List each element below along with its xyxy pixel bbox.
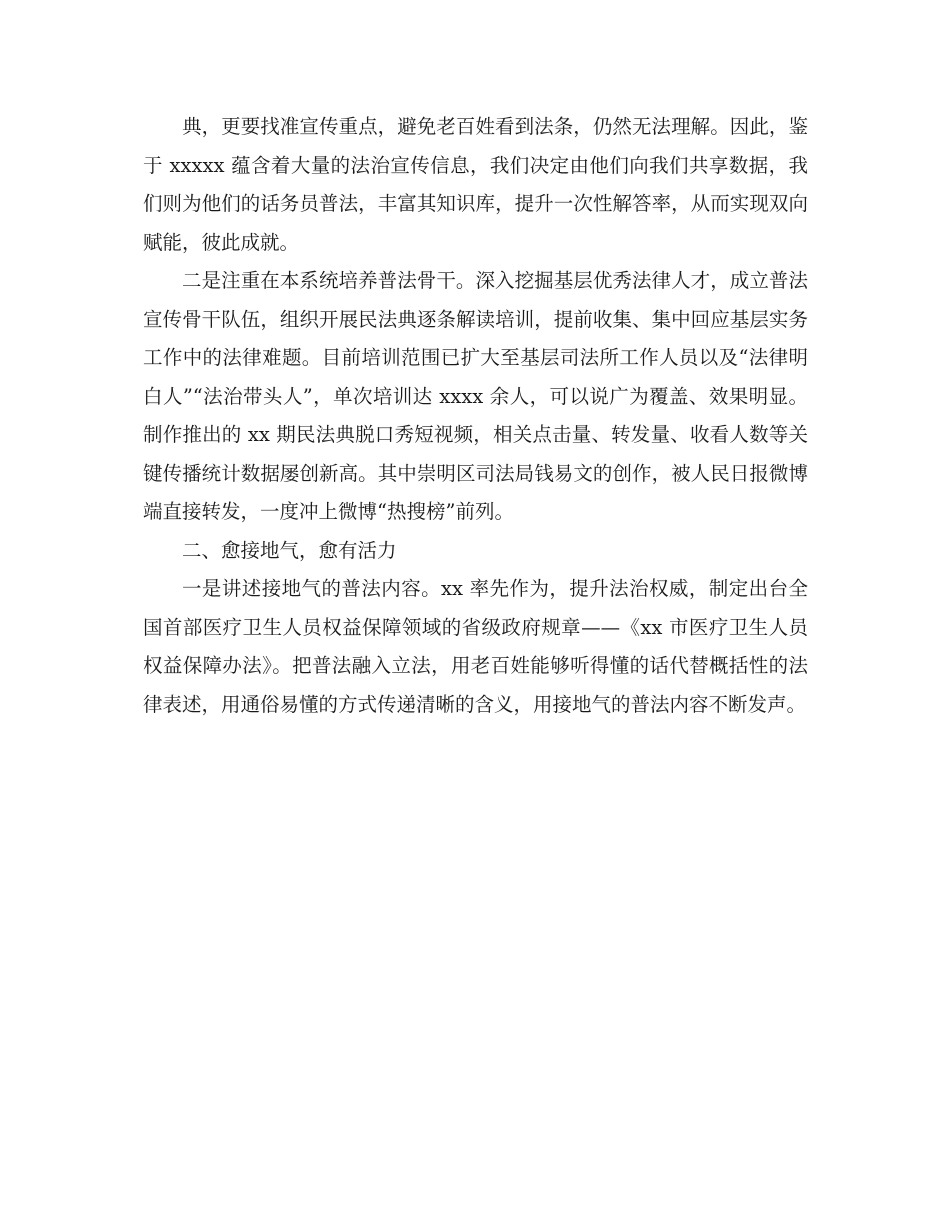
document-body	[143, 108, 808, 724]
paragraph-continuation: 典，更要找准宣传重点，避免老百姓看到法条，仍然无法理解。因此，鉴于 xxxxx 蕴含着大量的法治宣传信息，我们决定由他们向我们共享数据，我们则为他们的话务员普法，丰富其知识库，提升一次性解答率，从而实现双向赋能，彼此成就。	[143, 115, 808, 254]
paragraph-grounded-content: 一是讲述接地气的普法内容。xx 率先作为，提升法治权威，制定出台全国首部医疗卫生人员权益保障领域的省级政府规章——《xx 市医疗卫生人员权益保障办法》。把普法融入立法，用老百姓能够听得懂的话代替概括性的法律表述，用通俗易懂的方式传递清晰的含义，用接地气的普法内容不断发声。	[143, 577, 808, 716]
paragraph-backbone-training: 二是注重在本系统培养普法骨干。深入挖掘基层优秀法律人才，成立普法宣传骨干队伍，组织开展民法典逐条解读培训，提前收集、集中回应基层实务工作中的法律难题。目前培训范围已扩大至基层司法所工作人员以及“法律明白人”“法治带头人”，单次培训达 xxxx 余人，可以说广为覆盖、效果明显。制作推出的 xx 期民法典脱口秀短视频，相关点击量、转发量、收看人数等关键传播统计数据屡创新高。其中崇明区司法局钱易文的创作，被人民日报微博端直接转发，一度冲上微博“热搜榜”前列。	[143, 269, 808, 523]
section-heading: 二、愈接地气，愈有活力	[182, 538, 397, 562]
